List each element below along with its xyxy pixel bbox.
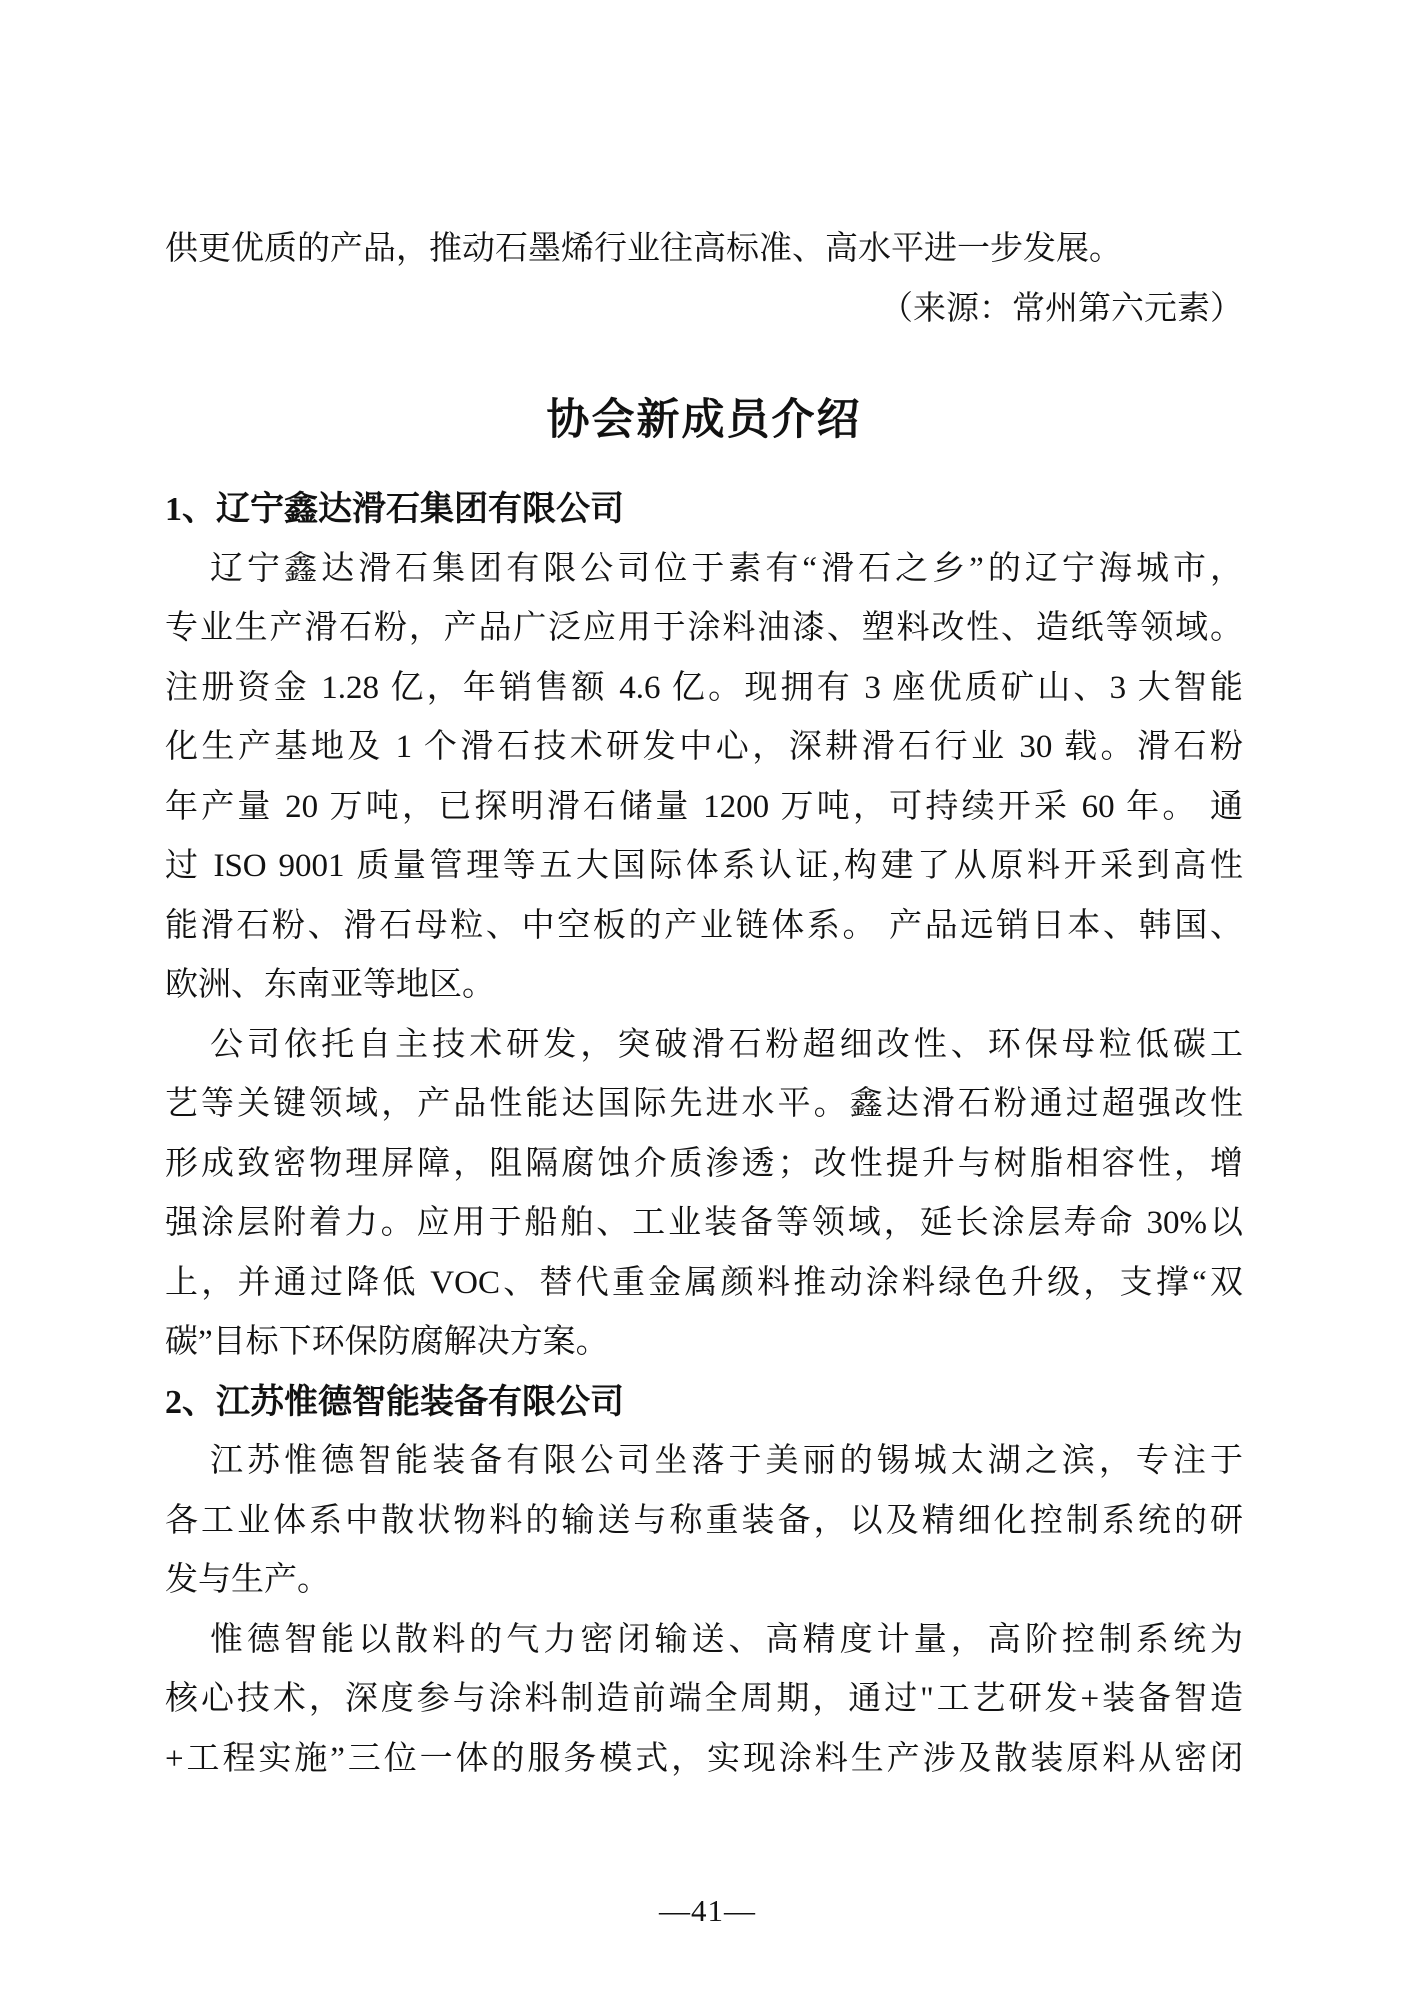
section-2-heading: 2、江苏惟德智能装备有限公司: [165, 1383, 624, 1421]
body-text-line: 能滑石粉、滑石母粒、中空板的产业链体系。 产品远销日本、韩国、: [165, 907, 1243, 944]
body-text-line: 强涂层附着力。应用于船舶、工业装备等领域，延长涂层寿命 30%以: [165, 1205, 1243, 1241]
body-text-line: 年产量 20 万吨，已探明滑石储量 1200 万吨，可持续开采 60 年。 通: [165, 788, 1243, 825]
body-text-line: 形成致密物理屏障，阻隔腐蚀介质渗透；改性提升与树脂相容性，增: [165, 1145, 1243, 1182]
body-text-line: 碳”目标下环保防腐解决方案。: [165, 1324, 609, 1360]
body-text-line: 注册资金 1.28 亿，年销售额 4.6 亿。现拥有 3 座优质矿山、3 大智能: [165, 669, 1243, 706]
body-text-line: 公司依托自主技术研发，突破滑石粉超细改性、环保母粒低碳工: [210, 1026, 1243, 1063]
body-text-line: 江苏惟德智能装备有限公司坐落于美丽的锡城太湖之滨，专注于: [210, 1443, 1243, 1479]
body-text-line: 艺等关键领域，产品性能达国际先进水平。鑫达滑石粉通过超强改性: [165, 1086, 1243, 1122]
section-1-heading: 1、辽宁鑫达滑石集团有限公司: [165, 491, 624, 528]
body-text-line: 专业生产滑石粉，产品广泛应用于涂料油漆、塑料改性、造纸等领域。: [165, 610, 1243, 646]
section-2-paragraph-2: [165, 1611, 1243, 1790]
body-text-line: 核心技术，深度参与涂料制造前端全周期，通过"工艺研发+装备智造: [165, 1681, 1243, 1717]
body-text-line: +工程实施”三位一体的服务模式，实现涂料生产涉及散装原料从密闭: [165, 1740, 1243, 1777]
body-text-line: 上，并通过降低 VOC、替代重金属颜料推动涂料绿色升级，支撑“双: [165, 1264, 1243, 1301]
source-attribution: （来源：常州第六元素）: [880, 290, 1243, 327]
section-1-paragraph-1: [165, 540, 1243, 1016]
body-text-line: 发与生产。: [165, 1562, 330, 1598]
document-content: [165, 220, 1243, 1789]
body-text-line: 辽宁鑫达滑石集团有限公司位于素有“滑石之乡”的辽宁海城市，: [210, 550, 1243, 587]
section-1-paragraph-2: [165, 1016, 1243, 1373]
body-text-line: 各工业体系中散状物料的输送与称重装备，以及精细化控制系统的研: [165, 1502, 1243, 1539]
body-text-line: 欧洲、东南亚等地区。: [165, 967, 495, 1003]
intro-closing-line: 供更优质的产品，推动石墨烯行业往高标准、高水平进一步发展。: [165, 231, 1122, 267]
body-text-line: 化生产基地及 1 个滑石技术研发中心，深耕滑石行业 30 载。滑石粉: [165, 729, 1243, 765]
section-2-paragraph-1: [165, 1432, 1243, 1611]
document-title: 协会新成员介绍: [546, 397, 862, 444]
body-text-line: 过 ISO 9001 质量管理等五大国际体系认证,构建了从原料开采到高性: [165, 848, 1243, 884]
body-text-line: 惟德智能以散料的气力密闭输送、高精度计量，高阶控制系统为: [210, 1621, 1243, 1658]
page-number: —41—: [659, 1893, 756, 1928]
